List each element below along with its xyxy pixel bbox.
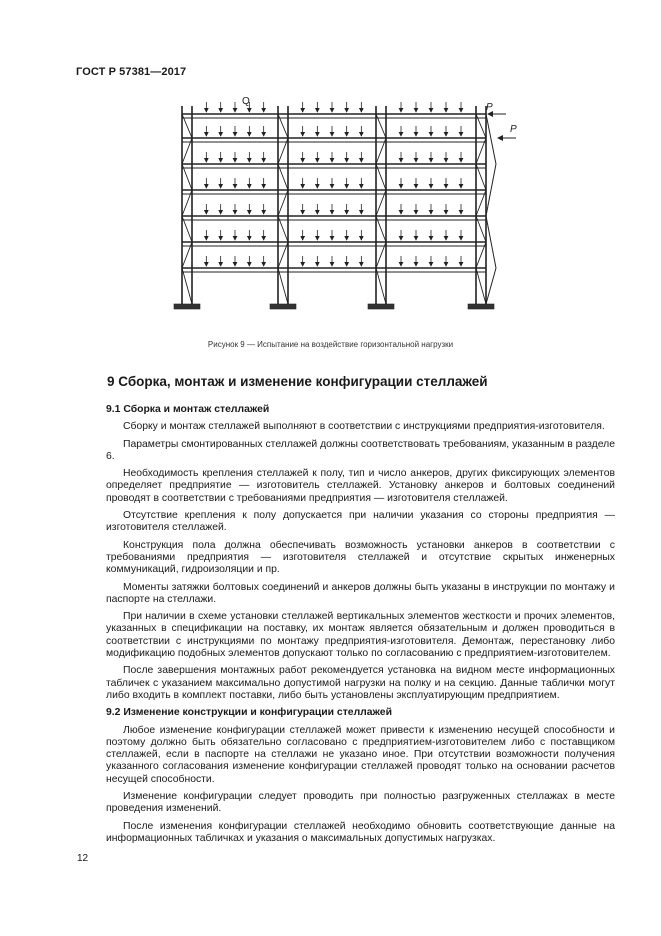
subsection-title-9-2: 9.2 Изменение конструкции и конфигурации стеллажей <box>106 707 392 719</box>
base-plate <box>174 304 200 309</box>
paragraph: Моменты затяжки болтовых соединений и анкеров должны быть указаны в инструкции по монтажу и паспорте на стеллажи. <box>106 581 615 605</box>
side-brace <box>486 164 496 216</box>
label-q: Q <box>242 96 250 107</box>
brace <box>376 268 386 304</box>
side-brace <box>486 216 496 268</box>
base-plate <box>468 304 494 309</box>
document-header: ГОСТ Р 57381—2017 <box>76 66 187 78</box>
rack-load-diagram <box>170 92 520 332</box>
side-brace <box>486 114 496 164</box>
paragraph: Любое изменение конфигурации стеллажей может привести к изменению несущей способности и поэтому должно быть обязательно согласовано с предприятием-изготовителем либо с поставщиком стеллажей, если в паспорте на стеллажи не указано иное. При отсутствии возможности получения указанного согласования изменение конфигурации стеллажей проводят только на основании расчетов несущей способности. <box>106 724 615 785</box>
paragraph: При наличии в схеме установки стеллажей вертикальных элементов жесткости и прочих элементов, указанных в спецификации на поставку, их монтаж является обязательным и должен проводиться в соответствии с инструкциями по монтажу предприятия-изготовителя. Демонтаж, перестановку либо модификацию подобных элементов допускают только по согласованию с предприятием-изготовителем. <box>106 611 615 660</box>
brace <box>278 268 288 304</box>
base-plate <box>368 304 394 309</box>
paragraph: После изменения конфигурации стеллажей необходимо обновить соответствующие данные на информационных табличках и указания о максимальных допустимых нагрузках. <box>106 820 615 844</box>
section-title: 9 Сборка, монтаж и изменение конфигурации стеллажей <box>107 374 488 389</box>
paragraph: Отсутствие крепления к полу допускается при наличии указания со стороны предприятия — изготовителя стеллажей. <box>106 510 615 534</box>
paragraph: Сборку и монтаж стеллажей выполняют в соответствии с инструкциями предприятия-изготовителя. <box>123 421 605 433</box>
subsection-title-9-1: 9.1 Сборка и монтаж стеллажей <box>106 404 270 415</box>
figure-caption: Рисунок 9 — Испытание на воздействие горизонтальной нагрузки <box>207 340 454 349</box>
paragraph: Параметры смонтированных стеллажей должны соответствовать требованиям, указанным в разделе 6. <box>106 438 615 462</box>
base-plate <box>270 304 296 309</box>
side-brace <box>486 268 496 304</box>
page-number: 12 <box>77 853 89 864</box>
paragraph: Необходимость крепления стеллажей к полу, тип и число анкеров, других фиксирующих элементов определяет предприятие — изготовитель стеллажей. Установку анкеров и болтовых соединений проводят в соответствии с требованиями предприятия — изготовителя стеллажей. <box>106 468 615 504</box>
label-p-right: P <box>510 124 517 135</box>
paragraph: Конструкция пола должна обеспечивать возможность установки анкеров в соответствии с требованиями предприятия — изготовителя стеллажей и отсутствие скрытых инженерных коммуникаций, гидроизоляции и пр. <box>106 539 615 576</box>
rack-diagram-svg <box>170 92 520 332</box>
brace <box>476 268 486 304</box>
brace <box>182 268 192 304</box>
paragraph: После завершения монтажных работ рекомендуется установка на видном месте информационных табличек с указанием максимально допустимой нагрузки на полку и на секцию. Данные таблички могут либо входить в комплект поставки, либо быть установлены эксплуатирующим предприятием. <box>106 665 615 701</box>
label-p-top: P <box>486 102 493 113</box>
section-body <box>106 404 615 850</box>
paragraph: Изменение конфигурации следует проводить при полностью разгруженных стеллажах в месте проведения изменений. <box>106 791 615 815</box>
